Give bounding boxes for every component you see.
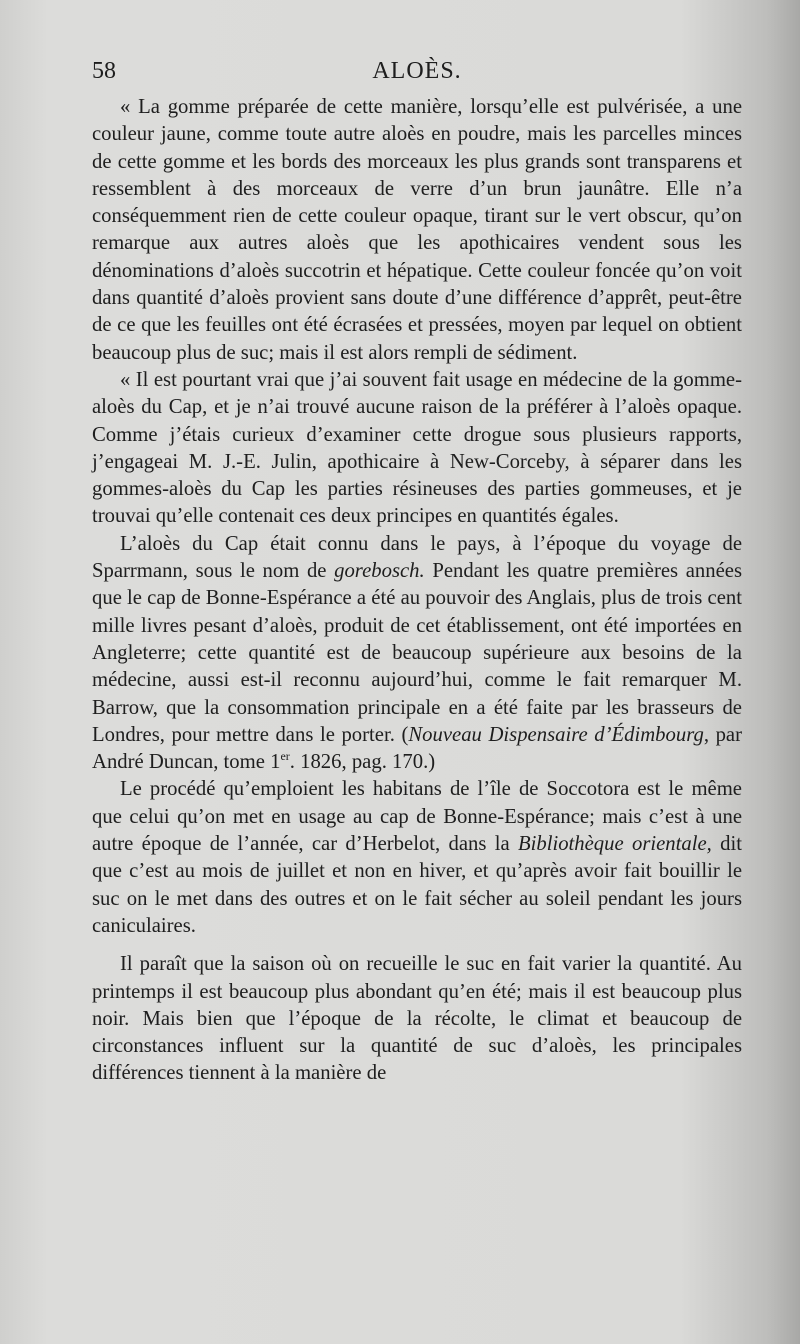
italic-book-title: Bibliothèque orientale, [517, 833, 712, 856]
paragraph-soccotora [92, 776, 742, 940]
page-header [92, 58, 742, 92]
paragraph-cape-aloes [92, 531, 742, 777]
text-run: , par André Duncan, tome 1 [92, 723, 742, 774]
superscript: er [280, 749, 290, 764]
text-run: dit que c’est au mois de juillet et non en hiver, et qu’après avoir fait bouillir le suc on le met dans des outres et on le fait sécher au soleil pendant les jours caniculaires. [92, 833, 742, 937]
paragraph-medical-use: « Il est pourtant vrai que j’ai souvent fait usage en médecine de la gomme-aloès du Cap, et je n’ai trouvé aucune raison de la préférer à l’aloès opaque. Comme j’étais curieux d’examiner cette drogue sous plusieurs rapports, j’engageai M. J.-E. Julin, apothicaire à New-Corceby, à séparer dans les gommes-aloès du Cap les parties résineuses des parties gommeuses, et je trouvai qu’elle contenait ces deux principes en quantités égales. [92, 368, 742, 528]
italic-term-gorebosch: gorebosch. [334, 560, 425, 583]
paragraph-season: Il paraît que la saison où on recueille le suc en fait varier la quantité. Au printemps il est beaucoup plus abondant qu’en été; mais il est beaucoup plus noir. Mais bien que l’époque de la récolte, le climat et beaucoup de circonstances influent sur la quantité de suc d’aloès, les principales différences tiennent à la manière de [92, 953, 742, 1085]
italic-book-title: Nouveau Dispensaire d’Édimbourg [408, 723, 704, 746]
body-text [92, 94, 742, 1088]
text-run: Pendant les quatre premières années que le cap de Bonne-Espérance a été au pouvoir des Anglais, plus de trois cent mille livres pesant d’aloès, produit de cet établissement, ont été importées en Angleterre; cette quantité est de beaucoup supérieure aux besoins de la médecine, aussi est-il reconnu aujourd’hui, comme le fait remarquer M. Barrow, que la consommation principale en a été faite par les brasseurs de Londres, pour mettre dans le porter. ( [92, 560, 742, 746]
paragraph-gum-preparation: « La gomme préparée de cette manière, lorsqu’elle est pulvérisée, a une couleur jaune, comme toute autre aloès en poudre, mais les parcelles minces de cette gomme et les bords des morceaux les plus grands sont transparens et ressemblent à des morceaux de verre d’un brun jaunâtre. Elle n’a conséquemment rien de cette couleur opaque, tirant sur le vert obscur, qu’on remarque aux autres aloès que les apothicaires vendent sous les dénominations d’aloès succotrin et hépatique. Cette couleur foncée qu’on voit dans quantité d’aloès provient sans doute d’une différence d’apprêt, peut-être de ce que les feuilles ont été écrasées et pressées, moyen par lequel on obtient beaucoup plus de suc; mais il est alors rempli de sédiment. [92, 96, 742, 364]
page-number: 58 [92, 58, 116, 84]
text-run: Le procédé qu’emploient les habitans de l’île de Soccotora est le même que celui qu’on met en usage au cap de Bonne-Espérance; mais c’est à une autre époque de l’année, car d’Herbelot, dans la [92, 778, 742, 856]
running-title: ALOÈS. [372, 58, 462, 84]
text-run: L’aloès du Cap était connu dans le pays, à l’époque du voyage de Sparrmann, sous le nom de [92, 532, 742, 583]
text-run: . 1826, pag. 170.) [289, 751, 436, 774]
